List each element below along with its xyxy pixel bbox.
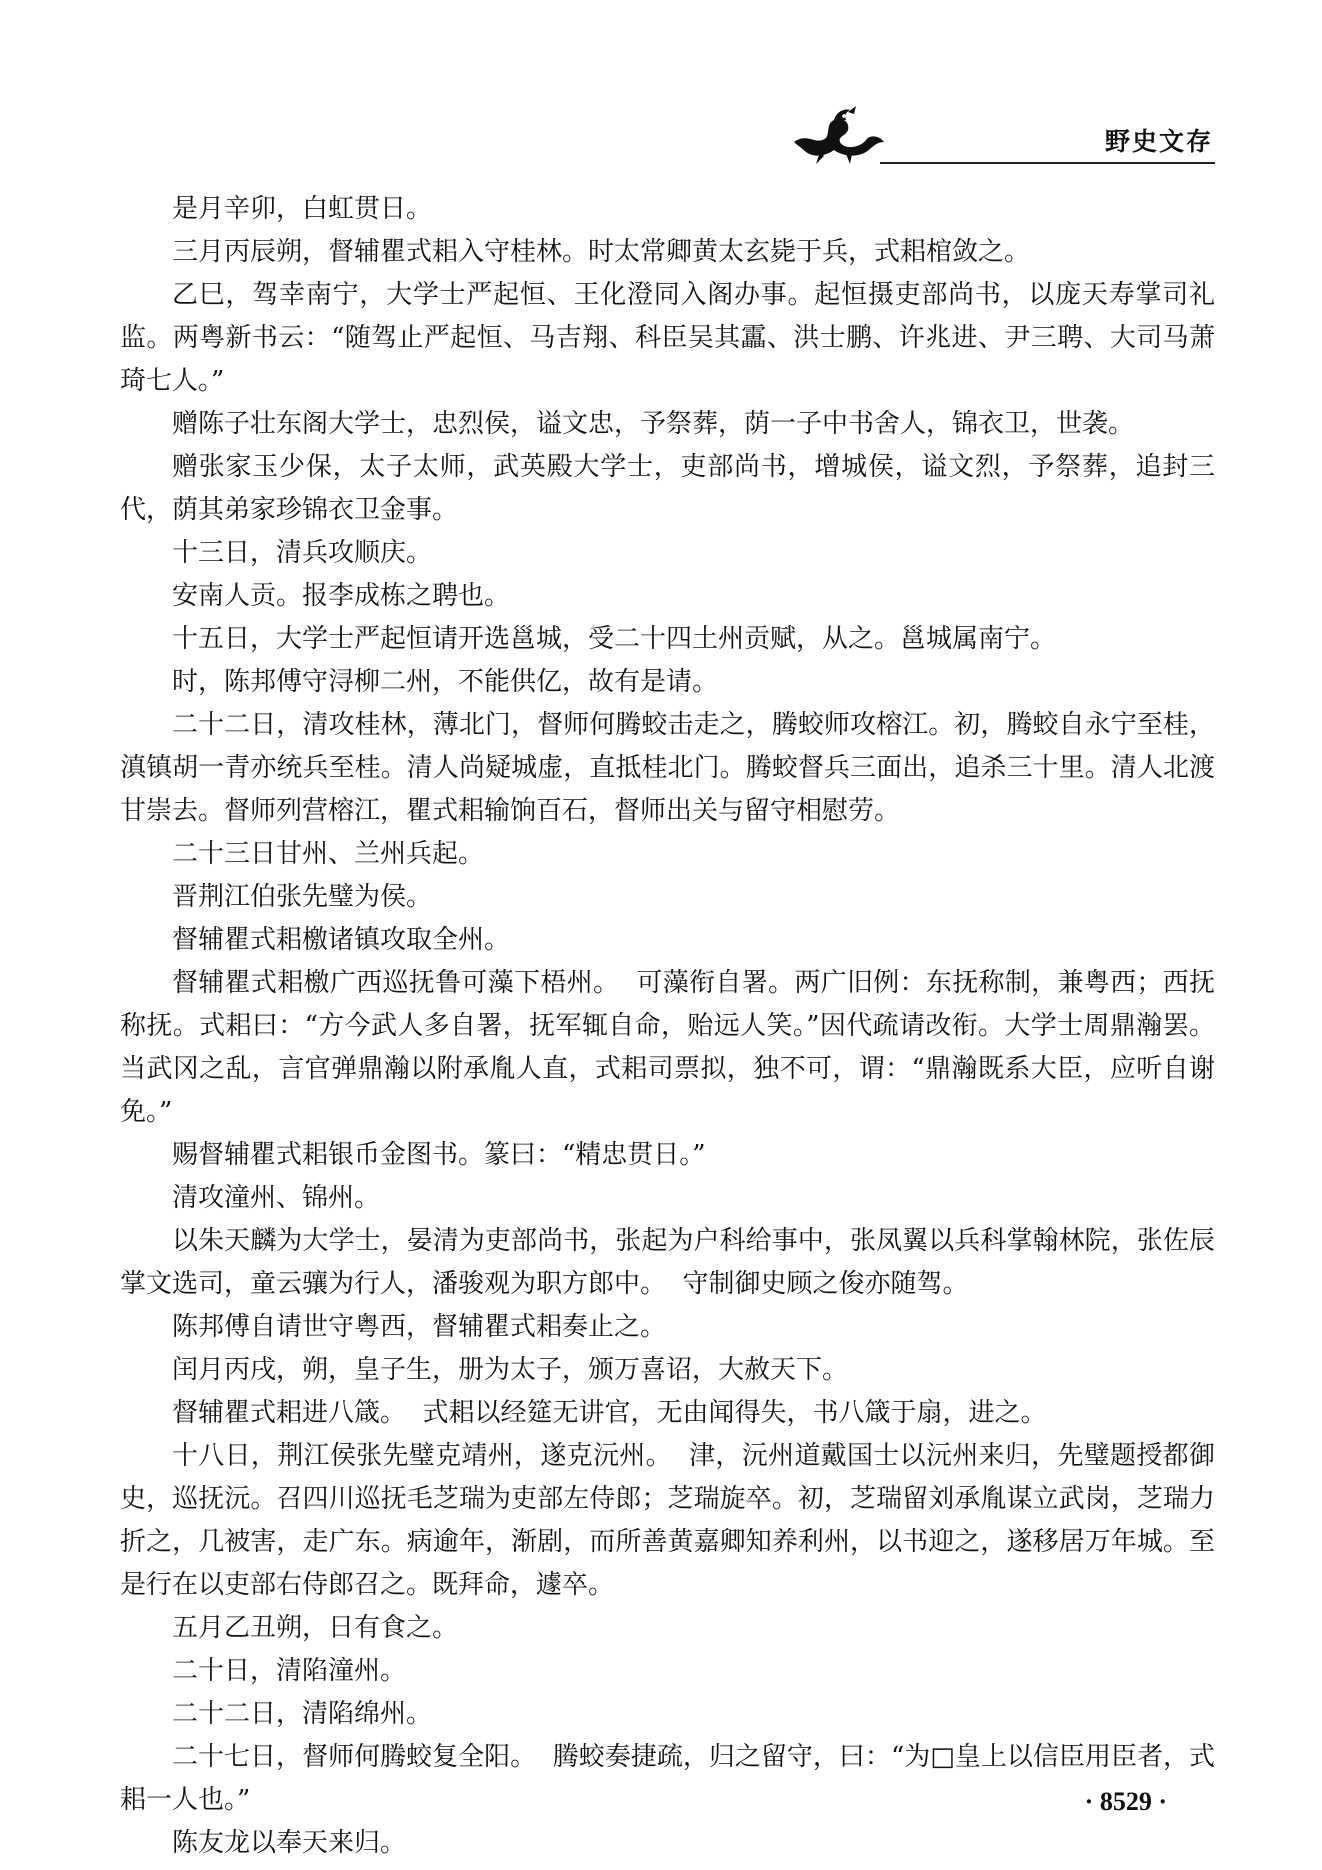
- paragraph: 闰月丙戌，朔，皇子生，册为太子，颁万喜诏，大赦天下。: [172, 1355, 849, 1385]
- header-rule: [880, 162, 1215, 164]
- paragraph: 二十日，清陷潼州。: [172, 1656, 407, 1686]
- paragraph: 赐督辅瞿式耜银币金图书。篆曰：“精忠贯日。”: [172, 1140, 706, 1170]
- dragon-emblem-icon: [790, 102, 888, 166]
- paragraph: 二十二日，清攻桂林，薄北门，督师何腾蛟击走之，腾蛟师攻榕江。初，腾蛟自永宁至桂，滇镇胡一青亦统兵至桂。清人尚疑城虚，直抵桂北门。腾蛟督兵三面出，追杀三十里。清人北渡甘崇去。督师列营榕江，瞿式耜输饷百石，督师出关与留守相慰劳。: [120, 710, 1215, 826]
- paragraph: 二十七日，督师何腾蛟复全阳。 腾蛟奏捷疏，归之留守，曰：“为□皇上以信臣用臣者，式耜一人也。”: [120, 1742, 1215, 1815]
- paragraph: 督辅瞿式耜檄诸镇攻取全州。: [172, 925, 511, 955]
- paragraph: 督辅瞿式耜进八箴。 式耜以经筵无讲官，无由闻得失，书八箴于扇，进之。: [172, 1398, 1047, 1428]
- paragraph: 乙巳，驾幸南宁，大学士严起恒、王化澄同入阁办事。起恒摄吏部尚书，以庞天寿掌司礼监。两粤新书云：“随驾止严起恒、马吉翔、科臣吴其靁、洪士鹏、许兆进、尹三聘、大司马萧琦七人。”: [120, 280, 1215, 396]
- paragraph: 陈邦傅自请世守粤西，督辅瞿式耜奏止之。: [172, 1312, 667, 1342]
- paragraph: 十三日，清兵攻顺庆。: [172, 538, 433, 568]
- paragraph: 督辅瞿式耜檄广西巡抚鲁可藻下梧州。 可藻衔自署。两广旧例：东抚称制，兼粤西；西抚称抚。式耜曰：“方今武人多自署，抚军辄自命，贻远人笑。”因代疏请改衔。大学士周鼎瀚罢。 当武冈之乱，言官弹鼎瀚以附承胤人直，式耜司票拟，独不可，谓：“鼎瀚既系大臣，应听自谢免。”: [120, 968, 1232, 1127]
- book-series-title: 野史文存: [1104, 127, 1213, 156]
- paragraph: 安南人贡。报李成栋之聘也。: [172, 581, 511, 611]
- paragraph: 晋荆江伯张先璧为侯。: [172, 882, 433, 912]
- paragraph: 五月乙丑朔，日有食之。: [172, 1613, 459, 1643]
- paragraph: 赠张家玉少保，太子太师，武英殿大学士，吏部尚书，增城侯，谥文烈，予祭葬，追封三代，荫其弟家珍锦衣卫金事。: [120, 452, 1215, 525]
- paragraph: 时，陈邦傅守浔柳二州，不能供亿，故有是请。: [172, 667, 719, 697]
- paragraph: 三月丙辰朔，督辅瞿式耜入守桂林。时太常卿黄太玄毙于兵，式耜棺敛之。: [172, 237, 1031, 267]
- page-number: · 8529 ·: [1084, 1787, 1167, 1816]
- paragraph: 是月辛卯，白虹贯日。: [172, 194, 433, 224]
- paragraph: 以朱天麟为大学士，晏清为吏部尚书，张起为户科给事中，张凤翼以兵科掌翰林院，张佐辰掌文选司，童云骧为行人，潘骏观为职方郎中。 守制御史顾之俊亦随驾。: [120, 1226, 1215, 1299]
- paragraph: 十八日，荆江侯张先璧克靖州，遂克沅州。 津，沅州道戴国士以沅州来归，先璧题授都御史，巡抚沅。召四川巡抚毛芝瑞为吏部左侍郎；芝瑞旋卒。初，芝瑞留刘承胤谋立武岗，芝瑞力折之，几被害，走广东。病逾年，渐剧，而所善黄嘉卿知养利州，以书迎之，遂移居万年城。至是行在以吏部右侍郎召之。既拜命，遽卒。: [120, 1441, 1215, 1600]
- paragraph: 陈友龙以奉天来归。: [172, 1828, 407, 1858]
- page-header: [790, 100, 1215, 170]
- paragraph: 清攻潼州、锦州。: [172, 1183, 381, 1213]
- paragraph: 赠陈子壮东阁大学士，忠烈侯，谥文忠，予祭葬，荫一子中书舍人，锦衣卫，世袭。: [172, 409, 1135, 439]
- body-text: [120, 188, 1232, 1865]
- paragraph: 十五日，大学士严起恒请开选邕城，受二十四土州贡赋，从之。邕城属南宁。: [172, 624, 1057, 654]
- paragraph: 二十二日，清陷绵州。: [172, 1699, 433, 1729]
- paragraph: 二十三日甘州、兰州兵起。: [172, 839, 485, 869]
